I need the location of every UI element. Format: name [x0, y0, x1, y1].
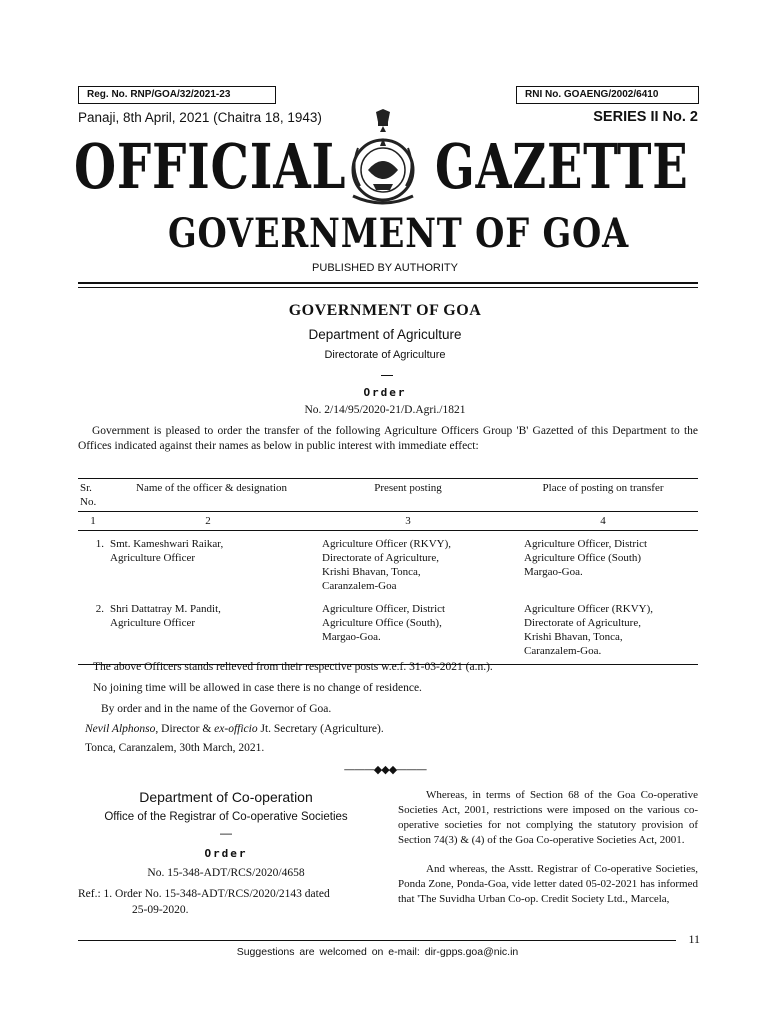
present-posting-cell	[308, 531, 508, 595]
header-rule-thick	[78, 282, 698, 284]
header-officer-name: Name of the officer & designation	[108, 479, 308, 512]
cell-line: Margao-Goa.	[524, 566, 583, 578]
header-sr-no: Sr. No.	[78, 479, 108, 512]
column-number: 4	[508, 512, 698, 531]
government-heading: GOVERNMENT OF GOA	[288, 302, 482, 319]
signatory-title: , Director &	[155, 723, 215, 735]
cell-line: Agriculture Office (South),	[322, 617, 442, 629]
cell-line: Directorate of Agriculture,	[524, 617, 641, 629]
transfer-table	[78, 478, 698, 665]
page-number: 11	[688, 932, 700, 946]
directorate-agriculture: Directorate of Agriculture	[324, 349, 446, 361]
rni-number: RNI No. GOAENG/2002/6410	[516, 86, 699, 104]
order-heading-2: Order	[204, 847, 248, 860]
transfer-posting-cell	[508, 531, 698, 595]
cell-line: Smt. Kameshwari Raikar,	[110, 538, 224, 550]
cell-line: Agriculture Officer, District	[524, 538, 648, 550]
signatory-name: Nevil Alphonso	[85, 723, 156, 735]
goa-state-emblem-icon	[338, 108, 428, 208]
cell-line: Caranzalem-Goa	[322, 580, 397, 592]
cell-line: Directorate of Agriculture,	[322, 552, 439, 564]
cell-line: Agriculture Office (South)	[524, 552, 642, 564]
cell-line: Margao-Goa.	[322, 631, 381, 643]
masthead-gazette: GAZETTE	[435, 130, 689, 203]
masthead-government-of-goa: GOVERNMENT OF GOA	[168, 210, 630, 257]
cell-line: Agriculture Officer, District	[322, 603, 446, 615]
table-row	[78, 594, 698, 665]
cell-line: Krishi Bhavan, Tonca,	[322, 566, 421, 578]
header-present-posting: Present posting	[308, 479, 508, 512]
row-sr: 1.	[95, 538, 104, 550]
row-sr: 2.	[78, 594, 108, 665]
whereas-paragraph-1: Whereas, in terms of Section 68 of the Goa Co-operative Societies Act, 2001, restrictions were imposed on the various co-operative societies for not complying the statutory provision of Section 74(3) & (4) of the Goa Co-operative Societies Act, 2001.	[398, 789, 698, 846]
present-posting-cell	[308, 594, 508, 665]
suggestions-line: Suggestions are welcomed on e-mail: dir-gpps.goa@nic.in	[236, 946, 519, 958]
relieved-statement: The above Officers stands relieved from their respective posts w.e.f. 31-03-2021 (a.n.).	[93, 661, 493, 673]
column-number: 3	[308, 512, 508, 531]
table-row	[78, 531, 698, 595]
issue-date: Panaji, 8th April, 2021 (Chaitra 18, 1943)	[78, 110, 322, 125]
order-number: No. 2/14/95/2020-21/D.Agri./1821	[304, 404, 466, 416]
reference-date: 25-09-2020.	[132, 904, 189, 916]
registrar-office: Office of the Registrar of Co-operative Societies	[104, 811, 348, 823]
signatory-ex-officio: ex-officio	[214, 723, 258, 735]
cell-line: Agriculture Officer	[110, 552, 196, 564]
order-heading: Order	[363, 386, 407, 399]
header-transfer-posting: Place of posting on transfer	[508, 479, 698, 512]
section-separator: ———◆◆◆———	[343, 763, 427, 776]
registration-number: Reg. No. RNP/GOA/32/2021-23	[78, 86, 276, 104]
department-cooperation: Department of Co-operation	[139, 789, 313, 805]
reference-line: Ref.: 1. Order No. 15-348-ADT/RCS/2020/2143 dated	[78, 888, 330, 900]
cell-line: Caranzalem-Goa.	[524, 645, 602, 657]
place-date-line: Tonca, Caranzalem, 30th March, 2021.	[85, 742, 265, 754]
series-number: SERIES II No. 2	[593, 109, 698, 125]
masthead-official: OFFICIAL	[74, 130, 347, 203]
header-rule-thin	[78, 287, 698, 288]
column-number: 1	[78, 512, 108, 531]
officer-name-cell	[108, 531, 308, 595]
footer-rule	[78, 940, 676, 941]
signatory-line	[85, 722, 384, 737]
cell-line: Agriculture Officer (RKVY),	[322, 538, 452, 550]
column-number: 2	[108, 512, 308, 531]
small-dash-2: —	[220, 826, 232, 840]
cell-line: Agriculture Officer (RKVY),	[524, 603, 654, 615]
cell-line: Krishi Bhavan, Tonca,	[524, 631, 623, 643]
whereas-paragraph-2: And whereas, the Asstt. Registrar of Co-operative Societies, Ponda Zone, Ponda-Goa, vide letter dated 05-02-2021 has informed that 'The Suvidha Urban Co-op. Credit Society Ltd., Marcela,	[398, 863, 698, 905]
joining-time-statement: No joining time will be allowed in case there is no change of residence.	[93, 682, 422, 694]
cell-line: Agriculture Officer	[110, 617, 196, 629]
published-by-authority: PUBLISHED BY AUTHORITY	[312, 262, 458, 274]
cell-line: Shri Dattatray M. Pandit,	[110, 603, 221, 615]
department-agriculture: Department of Agriculture	[308, 327, 462, 342]
by-order-line: By order and in the name of the Governor of Goa.	[101, 703, 332, 715]
small-dash	[381, 375, 393, 376]
transfer-posting-cell	[508, 594, 698, 665]
order-intro-paragraph: Government is pleased to order the transfer of the following Agriculture Officers Group 'B' Gazetted of this Department to the Offices indicated against their names as below in public interest with immediate effect:	[78, 425, 698, 452]
order-number-2: No. 15-348-ADT/RCS/2020/4658	[147, 867, 305, 879]
officer-name-cell	[108, 594, 308, 665]
signatory-designation: Jt. Secretary (Agriculture).	[257, 723, 384, 735]
